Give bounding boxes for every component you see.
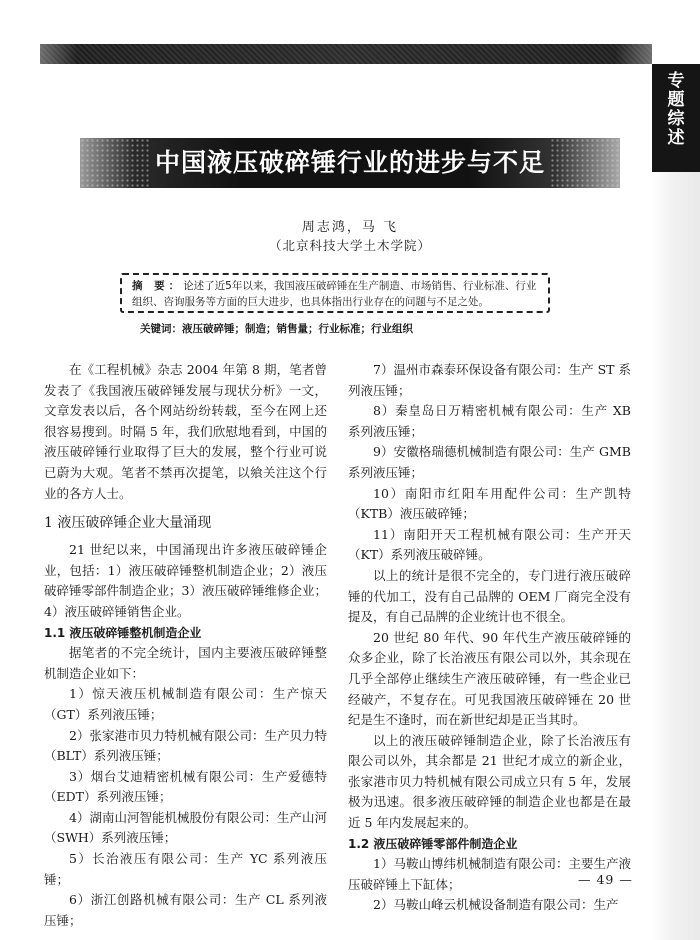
body-paragraph: 20 世纪 80 年代、90 年代生产液压破碎锤的众多企业，除了长治液压有限公司以外，其余现在几乎全部停止继续生产液压破碎锤，有一些企业已经破产，不复存在。可见我国液压破碎锤在 20 世纪是生不逢时，而在新世纪却是正当其时。 [348,629,631,728]
list-item: 6）浙江创路机械有限公司：生产 CL 系列液压锤； [44,892,327,928]
list-item: 10）南阳市红阳车用配件公司：生产凯特（KTB）液压破碎锤； [348,485,631,522]
body-paragraph: 以上的统计是很不完全的，专门进行液压破碎锤的代加工，没有自己品牌的 OEM 厂商完全没有提及，有自己品牌的企业统计也不很全。 [348,567,631,625]
title-banner [80,138,620,188]
list-item: 3）烟台艾迪精密机械有限公司：生产爱德特（EDT）系列液压锤； [44,768,327,805]
section-tab-char: 题 [667,90,685,110]
article-affiliation: （北京科技大学土木学院） [268,238,431,253]
list-item: 9）安徽格瑞德机械制造有限公司：生产 GMB 系列液压锤； [348,444,631,480]
abstract-box [120,273,550,313]
right-column [348,360,631,916]
keywords-text: 液压破碎锤；制造；销售量；行业标准；行业组织 [182,323,413,335]
body-paragraph: 以上的液压破碎锤制造企业，除了长治液压有限公司以外，其余都是 21 世纪才成立的新企业，张家港市贝力特机械有限公司成立只有 5 年，发展极为迅速。很多液压破碎锤的制造企业也都是在最近 5 年内发展起来的。 [348,732,631,831]
article-title: 中国液压破碎锤行业的进步与不足 [154,148,545,177]
subsection-paragraph: 据笔者的不完全统计，国内主要液压破碎锤整机制造企业如下： [44,645,327,681]
section-paragraph: 21 世纪以来，中国涌现出许多液压破碎锤企业，包括：1）液压破碎锤整机制造企业；2）液压破碎锤零部件制造企业；3）液压破碎锤维修企业；4）液压破碎锤销售企业。 [44,542,327,619]
page-number: — 49 — [578,872,633,887]
article-authors: 周志鸿，马 飞 [301,220,399,235]
list-item: 5）长治液压有限公司：生产 YC 系列液压锤； [44,851,327,887]
list-item: 1）马鞍山博纬机械制造有限公司：主要生产液压破碎锤上下缸体； [348,856,631,892]
list-item: 7）温州市森泰环保设备有限公司：生产 ST 系列液压锤； [348,362,631,398]
abstract-label: 摘 要： [132,280,184,292]
margin-shade [652,172,700,940]
keywords-label: 关键词： [140,323,182,335]
list-item: 11）南阳开天工程机械有限公司：生产开天（KT）系列液压破碎锤。 [348,526,631,563]
abstract-text: 论述了近5年以来，我国液压破碎锤在生产制造、市场销售、行业标准、行业组织、咨询服务等方面的巨大进步，也具体指出行业存在的问题与不足之处。 [132,280,537,308]
section-tab-char: 述 [667,128,685,148]
section-tab-char: 综 [667,109,685,129]
list-item: 2）张家港市贝力特机械有限公司：生产贝力特（BLT）系列液压锤； [44,727,327,764]
subsection-heading: 1.2 液压破碎锤零部件制造企业 [348,836,518,851]
section-heading: 1 液压破碎锤企业大量涌现 [44,515,212,532]
subsection-heading: 1.1 液压破碎锤整机制造企业 [44,625,202,640]
list-item: 8）秦皇岛日万精密机械有限公司：生产 XB 系列液压锤； [348,403,631,439]
keywords [140,321,560,336]
left-column [44,360,327,931]
section-tab-label [652,72,700,148]
intro-paragraph: 在《工程机械》杂志 2004 年第 8 期，笔者曾发表了《我国液压破碎锤发展与现状分析》一文，文章发表以后，各个网站纷纷转载，至今在网上还很容易搜到。时隔 5 年，我们欣慰地看到，中国的液压破碎锤行业取得了巨大的发展，整个行业可说已蔚为大观。笔者不禁再次提笔，以飨关注这个行业的各方人士。 [44,362,327,501]
list-item: 4）湖南山河智能机械股份有限公司：生产山河（SWH）系列液压锤； [44,809,327,846]
list-item: 2）马鞍山峰云机械设备制造有限公司：生产 [373,897,619,913]
section-tab-char: 专 [667,71,685,91]
header-decor-bar [40,44,652,64]
list-item: 1）惊天液压机械制造有限公司：生产惊天（GT）系列液压锤； [44,686,327,722]
